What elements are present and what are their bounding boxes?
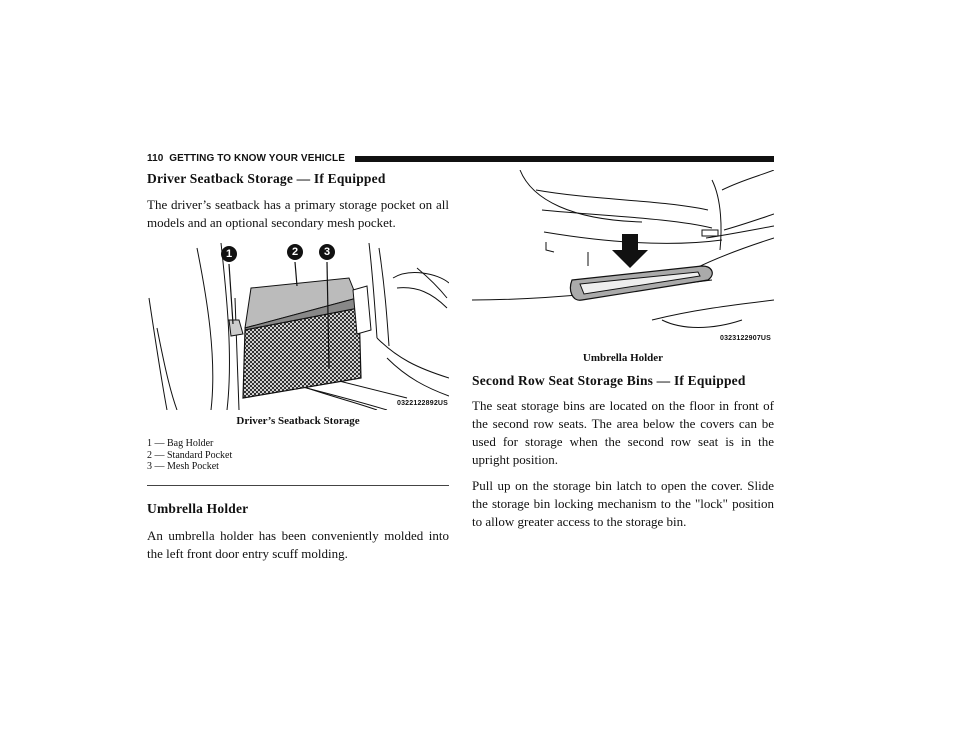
right-column bbox=[472, 170, 774, 531]
legend-item: 2 — Standard Pocket bbox=[147, 449, 233, 461]
figure-legend bbox=[147, 438, 449, 473]
figure-caption: Driver’s Seatback Storage bbox=[236, 415, 360, 427]
figure-code: 0322122892US bbox=[397, 400, 449, 407]
umbrella-holder-illustration bbox=[472, 170, 774, 345]
callout-1: 1 bbox=[221, 246, 237, 262]
seatback-illustration bbox=[147, 238, 449, 410]
paragraph-seatback-intro: The driver’s seatback has a primary storage pocket on all models and an optional secondary mesh pocket. bbox=[147, 197, 449, 230]
legend-item: 1 — Bag Holder bbox=[147, 438, 214, 449]
figure-driver-seatback bbox=[147, 238, 449, 472]
left-column bbox=[147, 170, 449, 563]
header-rule bbox=[355, 156, 774, 162]
figure-code: 0323122907US bbox=[720, 335, 772, 342]
callout-3: 3 bbox=[319, 244, 335, 260]
paragraph-second-row-2: Pull up on the storage bin latch to open the cover. Slide the storage bin locking mechanism to the "lock" position to allow greater access to the storage bin. bbox=[472, 478, 774, 529]
paragraph-second-row-1: The seat storage bins are located on the floor in front of the second row seats. The area below the covers can be used for storage when the second row seat is in the upright position. bbox=[472, 398, 774, 467]
figure-caption: Umbrella Holder bbox=[582, 352, 664, 364]
page-header bbox=[147, 153, 774, 165]
paragraph-umbrella: An umbrella holder has been conveniently molded into the left front door entry scuff molding. bbox=[147, 528, 449, 561]
heading-driver-seatback-storage: Driver Seatback Storage — If Equipped bbox=[147, 171, 386, 186]
section-title: GETTING TO KNOW YOUR VEHICLE bbox=[169, 153, 345, 164]
heading-second-row-storage: Second Row Seat Storage Bins — If Equipped bbox=[472, 373, 746, 388]
callout-2: 2 bbox=[287, 244, 303, 260]
legend-item: 3 — Mesh Pocket bbox=[147, 461, 219, 472]
heading-umbrella-holder: Umbrella Holder bbox=[147, 501, 249, 516]
header-label bbox=[147, 153, 351, 165]
page-number: 110 bbox=[147, 153, 164, 164]
figure-umbrella-holder bbox=[472, 170, 774, 343]
legend-rule bbox=[147, 485, 449, 486]
